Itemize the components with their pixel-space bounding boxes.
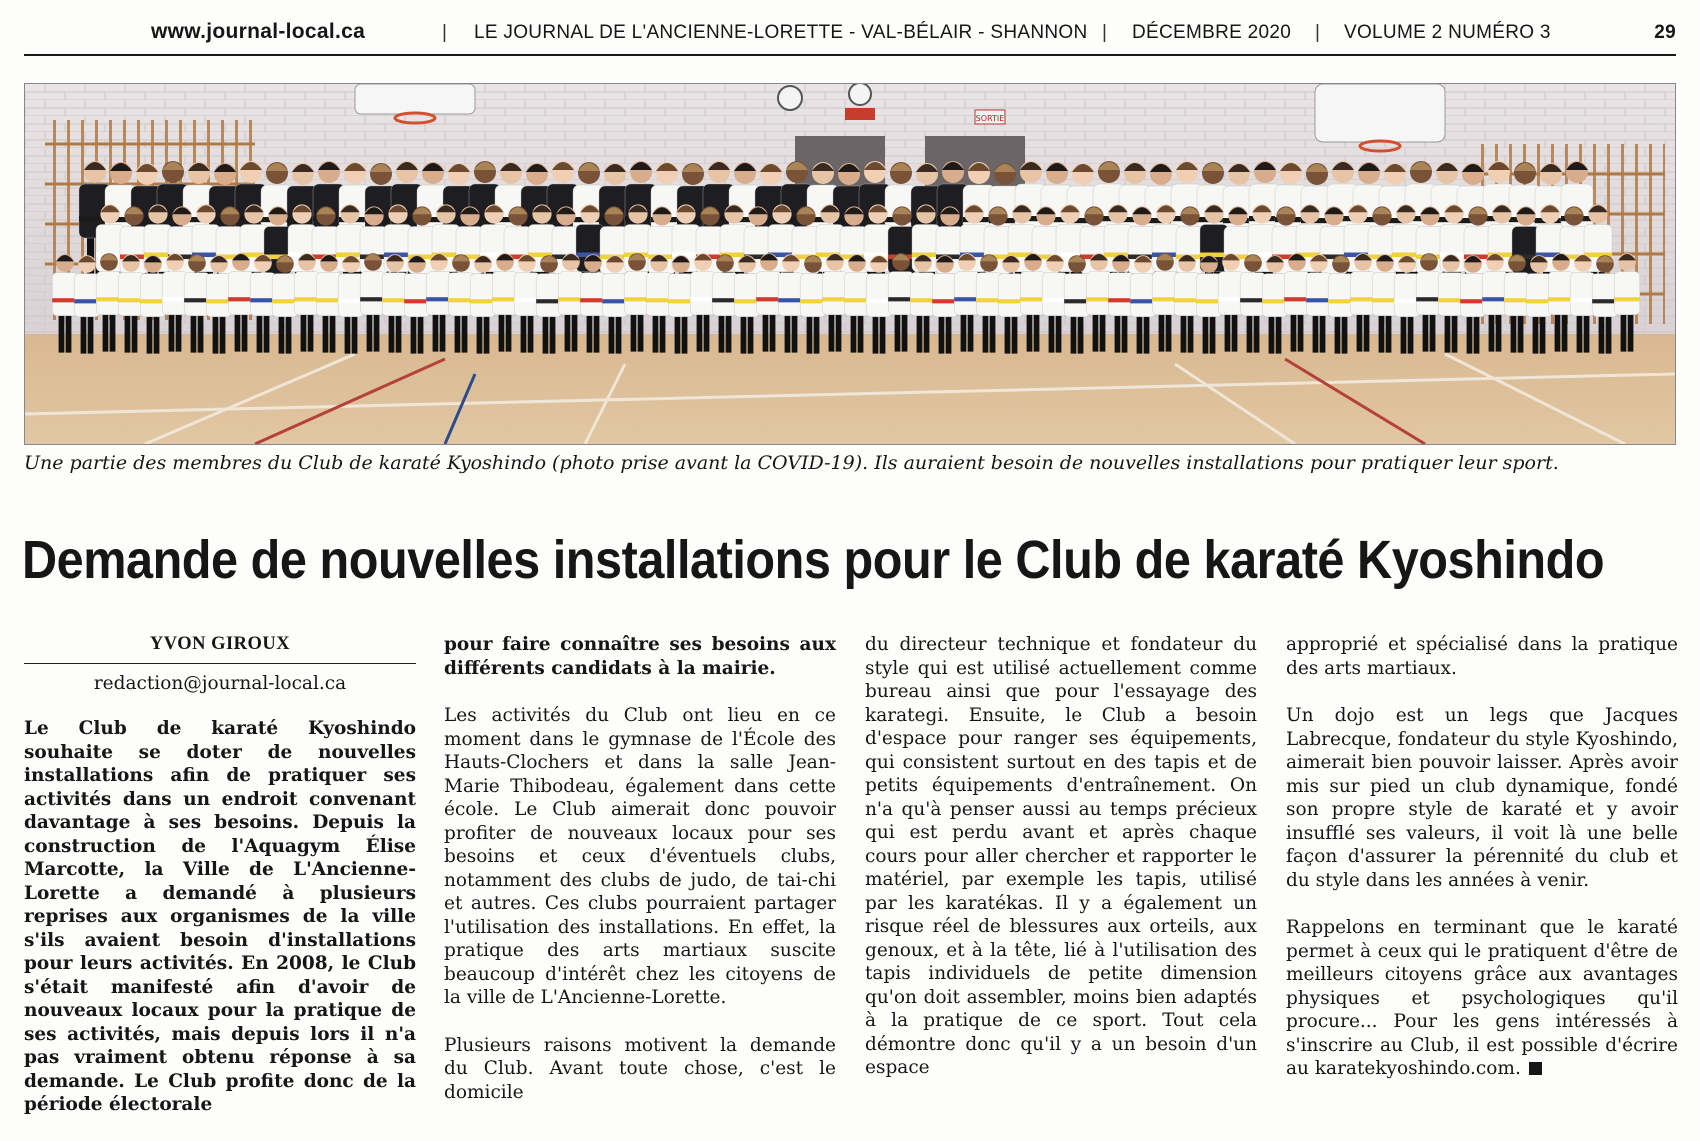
article-lead: Le Club de karaté Kyoshindo souhaite se doter de nouvelles installations afin de pratiquer ses activités dans un endroit convenant davantage à ses besoins. Depuis la construction de l'Aquagym Élise Marcotte, la Ville de L'Ancienne-Lorette a demandé à plusieurs reprises aux organismes de la ville s'ils avaient besoin d'installations pour leurs activités. En 2008, le Club s'était manifesté afin d'avoir de nouveaux locaux pour la pratique de ses activités, mais depuis lors il n'a pas vraiment obtenu réponse à sa demande. Le Club profite donc de la période électorale (24, 718, 416, 1115)
gym-scene-illustration (25, 84, 1675, 444)
article-paragraph: Un dojo est un legs que Jacques Labrecque, fondateur du style Kyoshindo, aimerait bien pouvoir laisser. Après avoir mis sur pied un club dynamique, fondé son propre style de karaté et y avoir insufflé ses valeurs, il voit là une belle façon d'assurer la pérennité du club et du style dans les années à venir. (1286, 705, 1678, 891)
article-lead-continued: pour faire connaître ses besoins aux différents candidats à la mairie. (444, 634, 836, 679)
article-paragraph: Les activités du Club ont lieu en ce moment dans le gymnase de l'École des Hauts-Clochers et dans la salle Jean-Marie Thibodeau, également dans cette école. Le Club aimerait donc pouvoir profiter de nouveaux locaux pour ses besoins et ceux d'éventuels clubs, notamment des clubs de judo, de tai-chi et autres. Ces clubs pourraient partager l'utilisation des installations. En effet, la pratique des arts martiaux suscite beaucoup d'intérêt chez les citoyens de la ville de L'Ancienne-Lorette. (444, 705, 836, 1008)
header-separator: | (442, 22, 448, 43)
article-paragraph-final (1286, 916, 1678, 1081)
photo-caption: Une partie des membres du Club de karaté Kyoshindo (photo prise avant la COVID-19). Ils auraient besoin de nouvelles installations pour pratiquer leur sport. (24, 452, 1559, 474)
author-email-link[interactable]: redaction@journal-local.ca (93, 672, 347, 694)
article-headline: Demande de nouvelles installations pour le Club de karaté Kyoshindo (22, 530, 1605, 590)
article-column-2 (444, 633, 836, 1128)
article-paragraph: du directeur technique et fondateur du style qui est utilisé actuellement comme bureau ainsi que pour l'essayage des karategi. Ensuite, le Club a besoin d'espace pour ranger ses équipements, qui consistent surtout en des tapis et de petits équipements d'entraînement. On n'a qu'à penser aussi au temps précieux qui est perdu avant et après chaque cours pour aller chercher et rapporter le matériel, par exemple les tapis, utilisé par les karatékas. Il y a également un risque réel de blessures aux orteils, aux genoux, et à la tête, lié à l'utilisation des tapis individuels de petite dimension qu'on doit assembler, moins bien adaptés à la pratique de ce sport. Tout cela démontre donc qu'il y a un besoin d'un espace (865, 634, 1257, 1078)
article-column-1 (24, 633, 416, 1141)
article-paragraph: Plusieurs raisons motivent la demande du Club. Avant toute chose, c'est le domicile (444, 1034, 836, 1103)
page-number: 29 (1654, 22, 1676, 43)
publication-name: LE JOURNAL DE L'ANCIENNE-LORETTE - VAL-BÉLAIR - SHANNON (474, 22, 1088, 43)
issue-date: DÉCEMBRE 2020 (1132, 22, 1292, 43)
exit-sign: SORTIE (975, 114, 1005, 123)
article-paragraph: approprié et spécialisé dans la pratique des arts martiaux. (1286, 634, 1678, 679)
end-of-article-mark (1529, 1062, 1542, 1075)
site-url-link[interactable]: www.journal-local.ca (151, 20, 366, 43)
article-column-3 (865, 633, 1257, 1104)
article-column-4 (1286, 633, 1678, 1105)
group-photo (24, 83, 1676, 445)
author-byline: YVON GIROUX (24, 633, 416, 664)
header-separator: | (1102, 22, 1108, 43)
article-paragraph-text: Rappelons en terminant que le karaté permet à ceux qui le pratiquent d'être de meilleurs citoyens grâce aux avantages physiques et psychologiques qu'il procure... Pour les gens intéressés à s'inscrire au Club, il est possible d'écrire au karatekyoshindo.com. (1286, 917, 1678, 1079)
header-separator: | (1315, 22, 1321, 43)
running-header (24, 14, 1676, 56)
issue-volume: VOLUME 2 NUMÉRO 3 (1344, 22, 1551, 43)
